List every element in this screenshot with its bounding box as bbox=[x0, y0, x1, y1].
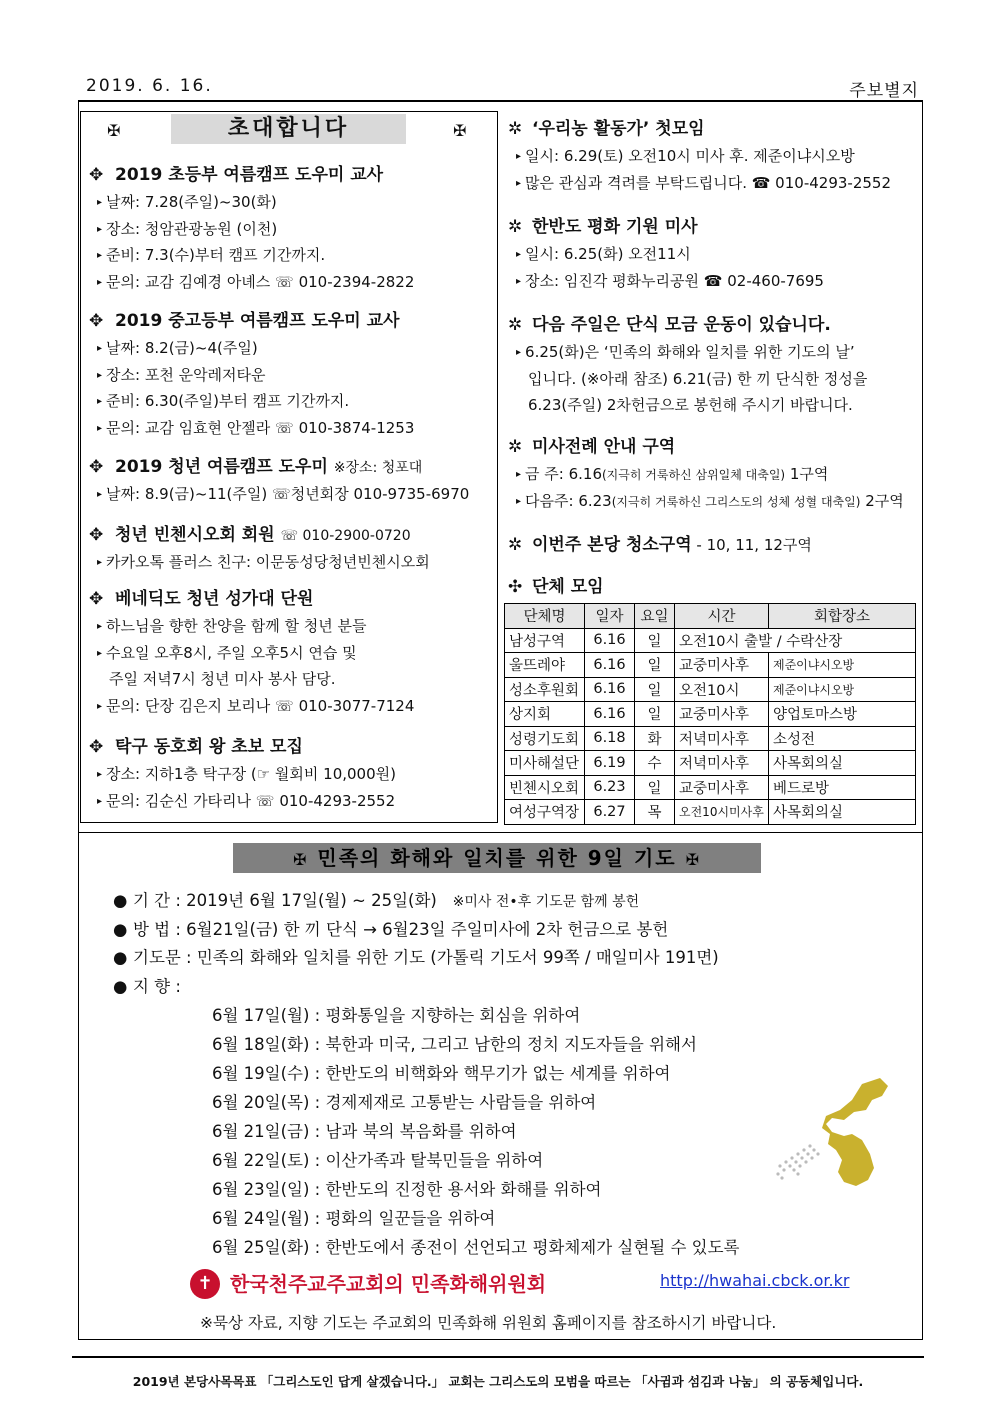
intent-item: 6월 23일(일) : 한반도의 진정한 용서와 화해를 위하여 bbox=[212, 1180, 602, 1199]
table-cell: 6.16 bbox=[585, 628, 635, 653]
table-cell: 양업토마스방 bbox=[769, 702, 916, 727]
prayer-method bbox=[113, 915, 668, 944]
table-cell: 오전10시미사후 bbox=[675, 800, 769, 825]
detail-line: 문의: 단장 김은지 보리나 ☏ 010-3077-7124 bbox=[106, 696, 415, 715]
detail-line: 1구역 bbox=[785, 465, 829, 483]
cross-icon: ✠ bbox=[685, 850, 701, 869]
prayer-method-text: 방 법 : 6월21일(금) 한 끼 단식 → 6월23일 주일미사에 2차 헌금으로 봉헌 bbox=[133, 920, 669, 939]
intent-item: 6월 21일(금) : 남과 북의 복음화를 위하여 bbox=[212, 1122, 517, 1141]
table-cell: 베드로방 bbox=[769, 775, 916, 800]
prayer-title-banner bbox=[233, 843, 761, 873]
snowflake-ornament-icon: ✲ bbox=[508, 535, 523, 555]
table-header-row bbox=[505, 604, 916, 629]
intent-item: 6월 17일(월) : 평화통일을 지향하는 회심을 위하여 bbox=[212, 1006, 581, 1025]
detail-note: (지극히 거룩하신 그리스도의 성체 성혈 대축일) bbox=[611, 494, 861, 509]
table-row bbox=[505, 677, 916, 702]
detail-line: 입니다. (※아래 참조) 6.21(금) 한 끼 단식한 정성을 bbox=[528, 369, 868, 388]
section-divider bbox=[78, 832, 923, 833]
detail-line: 하느님을 향한 찬양을 함께 할 청년 분들 bbox=[106, 617, 367, 635]
prayer-period bbox=[113, 886, 639, 915]
table-cell: 목 bbox=[635, 800, 675, 825]
column-header: 시간 bbox=[675, 604, 769, 629]
detail-line: 장소: 청암관광농원 (이천) bbox=[106, 219, 278, 238]
cross-icon: ✠ bbox=[293, 850, 309, 869]
snowflake-ornament-icon: ✲ bbox=[508, 217, 523, 237]
table-cell: 미사해설단 bbox=[505, 751, 585, 776]
intent-item: 6월 20일(목) : 경제제재로 고통받는 사람들을 위하여 bbox=[212, 1093, 597, 1112]
detail-line: 날짜: 8.2(금)~4(주일) bbox=[106, 339, 258, 357]
intent-item: 6월 24일(월) : 평화의 일꾼들을 위하여 bbox=[212, 1209, 496, 1228]
table-cell: 교중미사후 bbox=[675, 702, 769, 727]
table-cell: 사목회의실 bbox=[769, 751, 916, 776]
notice-title: ‘우리농 활동가’ 첫모임 bbox=[532, 119, 705, 139]
bulletin-date: 2019. 6. 16. bbox=[86, 76, 213, 96]
table-cell: 6.18 bbox=[585, 726, 635, 751]
cross-icon: ✠ bbox=[453, 121, 467, 140]
detail-line: 2구역 bbox=[860, 491, 904, 510]
bulletin-label: 주보별지 bbox=[849, 81, 919, 101]
prayer-note: ※묵상 자료, 지향 기도는 주교회의 민족화해 위원회 홈페이지를 참조하시기 바랍니다. bbox=[200, 1314, 777, 1332]
notice-column bbox=[502, 111, 921, 823]
section-extra: ☏ 010-2900-0720 bbox=[280, 528, 411, 544]
section-title: 청년 빈첸시오회 회원 bbox=[115, 525, 275, 545]
section-title: 2019 중고등부 여름캠프 도우미 교사 bbox=[115, 311, 400, 331]
table-cell: 울뜨레야 bbox=[505, 653, 585, 678]
cross-ornament-icon: ✥ bbox=[89, 165, 104, 185]
detail-line: 6.25(화)은 ‘민족의 화해와 일치를 위한 기도의 날’ bbox=[525, 343, 855, 361]
snowflake-ornament-icon: ✲ bbox=[508, 119, 523, 139]
intent-item: 6월 19일(수) : 한반도의 비핵화와 핵무기가 없는 세계를 위하여 bbox=[212, 1064, 671, 1083]
table-row bbox=[505, 775, 916, 800]
table-cell: 교중미사후 bbox=[675, 775, 769, 800]
detail-line: 준비: 6.30(주일)부터 캠프 기간까지. bbox=[106, 392, 350, 410]
detail-line: 장소: 임진각 평화누리공원 ☎ 02-460-7695 bbox=[525, 271, 824, 290]
table-cell: 일 bbox=[635, 775, 675, 800]
section-title: 2019 초등부 여름캠프 도우미 교사 bbox=[115, 165, 384, 185]
prayer-title: 민족의 화해와 일치를 위한 9일 기도 bbox=[317, 846, 677, 870]
snowflake-ornament-icon: ✲ bbox=[508, 437, 523, 457]
map-peninsula-shape bbox=[822, 1078, 888, 1186]
notice-fasting: ✲ 다음 주일은 단식 모금 운동이 있습니다. ▸ 6.25(화)은 ‘민족의 화해와 일치를 위한 기도의 날’ 입니다. (※아래 참조) 6.21(금) 한 끼 단식한 정성을 6.23(주일) 2차헌금으로 봉헌해 주시기 바랍니다. bbox=[508, 311, 918, 419]
table-cell: 상지회 bbox=[505, 702, 585, 727]
table-cell: 성소후원회 bbox=[505, 677, 585, 702]
invite-section-vincent: ✥ 청년 빈첸시오회 회원 ☏ 010-2900-0720 ▸ 카카오톡 플러스 친구: 이문동성당청년빈첸시오회 bbox=[89, 522, 493, 576]
table-row bbox=[505, 800, 916, 825]
section-title: 2019 청년 여름캠프 도우미 bbox=[115, 457, 328, 477]
cross-ornament-icon: ✥ bbox=[89, 311, 104, 331]
table-cell: 제준이냐시오방 bbox=[769, 677, 916, 702]
column-header: 요일 bbox=[635, 604, 675, 629]
cross-ornament-icon: ✥ bbox=[89, 589, 104, 609]
detail-line: 날짜: 8.9(금)~11(주일) ☏청년회장 010-9735-6970 bbox=[106, 485, 470, 503]
snowflake-ornament-icon: ✲ bbox=[508, 315, 523, 335]
flower-ornament-icon: ✣ bbox=[508, 577, 523, 597]
notice-cleaning bbox=[508, 531, 918, 559]
cross-ornament-icon: ✥ bbox=[89, 525, 104, 545]
prayer-period-note: ※미사 전•후 기도문 함께 봉헌 bbox=[452, 894, 640, 910]
notice-peace-mass: ✲ 한반도 평화 기원 미사 ▸ 일시: 6.25(화) 오전11시 ▸ 장소: 임진각 평화누리공원 ☎ 02-460-7695 bbox=[508, 213, 918, 294]
table-cell: 사목회의실 bbox=[769, 800, 916, 825]
table-cell: 6.16 bbox=[585, 677, 635, 702]
prayer-intent-label bbox=[113, 972, 181, 1001]
detail-line: 날짜: 7.28(주일)~30(화) bbox=[106, 193, 277, 211]
detail-line: 장소: 지하1층 탁구장 (☞ 월회비 10,000원) bbox=[106, 765, 396, 783]
notice-title: 이번주 본당 청소구역 bbox=[532, 535, 692, 555]
bullet-icon: ● bbox=[113, 948, 128, 967]
prayer-period-text: 기 간 : 2019년 6월 17일(월) ~ 25일(화) bbox=[133, 891, 437, 910]
table-cell: 화 bbox=[635, 726, 675, 751]
detail-line: 금 주: 6.16 bbox=[525, 465, 602, 483]
notice-title: 다음 주일은 단식 모금 운동이 있습니다. bbox=[532, 315, 831, 335]
table-cell: 일 bbox=[635, 653, 675, 678]
bullet-icon: ● bbox=[113, 977, 128, 996]
table-cell: 제준이냐시오방 bbox=[769, 653, 916, 678]
detail-note: (지극히 거룩하신 삼위일체 대축일) bbox=[602, 468, 786, 482]
group-meeting-table bbox=[504, 603, 916, 825]
intent-item: 6월 25일(화) : 한반도에서 종전이 선언되고 평화체제가 실현될 수 있도록 bbox=[212, 1238, 740, 1257]
korea-peninsula-map-icon bbox=[770, 1076, 900, 1191]
map-dots bbox=[776, 1144, 819, 1179]
notice-title: 한반도 평화 기원 미사 bbox=[532, 217, 698, 237]
table-row bbox=[505, 702, 916, 727]
table-cell: 6.27 bbox=[585, 800, 635, 825]
cross-ornament-icon: ✥ bbox=[89, 457, 104, 477]
notice-farm: ✲ ‘우리농 활동가’ 첫모임 ▸ 일시: 6.29(토) 오전10시 미사 후. 제준이냐시오방 ▸ 많은 관심과 격려를 부탁드립니다. ☎ 010-4293-2552 bbox=[508, 115, 918, 196]
detail-line: 장소: 포천 운악레저타운 bbox=[106, 365, 266, 384]
detail-line: 준비: 7.3(수)부터 캠프 기간까지. bbox=[106, 246, 326, 264]
table-row bbox=[505, 628, 916, 653]
table-cell: 6.16 bbox=[585, 653, 635, 678]
table-cell: 빈첸시오회 bbox=[505, 775, 585, 800]
invite-section-youth: ✥ 2019 청년 여름캠프 도우미 ※장소: 청포대 ▸ 날짜: 8.9(금)~11(주일) ☏청년회장 010-9735-6970 bbox=[89, 454, 493, 508]
table-cell: 일 bbox=[635, 677, 675, 702]
invite-section-elementary: ✥ 2019 초등부 여름캠프 도우미 교사 ▸ 날짜: 7.28(주일)~30(화) ▸ 장소: 청암관광농원 (이천) ▸ 준비: 7.3(수)부터 캠프 기간까지. ▸ 문의: 교감 김예경 아녜스 ☏ 010-2394-2822 bbox=[89, 162, 493, 295]
intent-item: 6월 18일(화) : 북한과 미국, 그리고 남한의 정치 지도자들을 위해서 bbox=[212, 1035, 697, 1054]
column-header: 단체명 bbox=[505, 604, 585, 629]
table-cell: 저녁미사후 bbox=[675, 751, 769, 776]
committee-url-link[interactable]: http://hwahai.cbck.or.kr bbox=[660, 1271, 850, 1290]
table-cell: 남성구역 bbox=[505, 628, 585, 653]
committee-name: 한국천주교주교회의 민족화해위원회 bbox=[230, 1272, 547, 1296]
prayer-text-line: 기도문 : 민족의 화해와 일치를 위한 기도 (가톨릭 기도서 99쪽 / 매일미사 191면) bbox=[133, 948, 719, 967]
detail-line: 많은 관심과 격려를 부탁드립니다. ☎ 010-4293-2552 bbox=[525, 173, 891, 192]
detail-line: 일시: 6.29(토) 오전10시 미사 후. 제준이냐시오방 bbox=[525, 147, 855, 165]
invite-title: 초대합니다 bbox=[171, 114, 406, 144]
column-header: 일자 bbox=[585, 604, 635, 629]
column-header: 회합장소 bbox=[769, 604, 916, 629]
bullet-icon: ● bbox=[113, 891, 128, 910]
table-cell: 수 bbox=[635, 751, 675, 776]
table-cell: 오전10시 bbox=[675, 677, 769, 702]
invite-section-choir: ✥ 베네딕도 청년 성가대 단원 ▸ 하느님을 향한 찬양을 함께 할 청년 분들 ▸ 수요일 오후8시, 주일 오후5시 연습 및 주일 저녁7시 청년 미사 봉사 담당. ▸ 문의: 단장 김은지 보리나 ☏ 010-3077-7124 bbox=[89, 586, 493, 719]
table-cell: 여성구역장 bbox=[505, 800, 585, 825]
page-header bbox=[78, 74, 923, 102]
detail-line: 문의: 교감 임효현 안젤라 ☏ 010-3874-1253 bbox=[106, 418, 415, 437]
notice-liturgy-zone: ✲ 미사전례 안내 구역 ▸ 금 주: 6.16(지극히 거룩하신 삼위일체 대축일) 1구역 ▸ 다음주: 6.23(지극히 거룩하신 그리스도의 성체 성혈 대축일) 2구역 bbox=[508, 433, 918, 514]
invite-section-pingpong: ✥ 탁구 동호회 왕 초보 모집 ▸ 장소: 지하1층 탁구장 (☞ 월회비 10,000원) ▸ 문의: 김순신 가타리나 ☏ 010-4293-2552 bbox=[89, 734, 493, 814]
detail-line: 문의: 교감 김예경 아녜스 ☏ 010-2394-2822 bbox=[106, 272, 415, 291]
table-cell: 소성전 bbox=[769, 726, 916, 751]
table-cell: 일 bbox=[635, 702, 675, 727]
intent-item: 6월 22일(토) : 이산가족과 탈북민들을 위하여 bbox=[212, 1151, 544, 1170]
table-row bbox=[505, 751, 916, 776]
table-cell: 6.16 bbox=[585, 702, 635, 727]
section-title: 베네딕도 청년 성가대 단원 bbox=[115, 589, 314, 609]
bullet-icon: ● bbox=[113, 920, 128, 939]
detail-line: 문의: 김순신 가타리나 ☏ 010-4293-2552 bbox=[106, 791, 396, 810]
prayer-text bbox=[113, 943, 719, 972]
detail-line: 다음주: 6.23 bbox=[525, 491, 612, 510]
table-cell: 오전10시 출발 / 수락산장 bbox=[675, 628, 916, 653]
committee-logo-icon: ✝ bbox=[190, 1269, 220, 1299]
table-cell: 6.23 bbox=[585, 775, 635, 800]
section-title: 탁구 동호회 왕 초보 모집 bbox=[115, 737, 303, 757]
detail-line: 일시: 6.25(화) 오전11시 bbox=[525, 245, 691, 263]
detail-line: 카카오톡 플러스 친구: 이문동성당청년빈첸시오회 bbox=[106, 553, 430, 571]
table-cell: 성령기도회 bbox=[505, 726, 585, 751]
table-cell: 6.19 bbox=[585, 751, 635, 776]
table-cell: 일 bbox=[635, 628, 675, 653]
footer-motto: 2019년 본당사목목표 「그리스도인 답게 살겠습니다.」 교회는 그리스도의 모범을 따르는 「사귐과 섬김과 나눔」 의 공동체입니다. bbox=[132, 1374, 864, 1389]
invite-section-middle-high: ✥ 2019 중고등부 여름캠프 도우미 교사 ▸ 날짜: 8.2(금)~4(주일) ▸ 장소: 포천 운악레저타운 ▸ 준비: 6.30(주일)부터 캠프 기간까지. ▸ 문의: 교감 임효현 안젤라 ☏ 010-3874-1253 bbox=[89, 308, 493, 441]
table-cell: 교중미사후 bbox=[675, 653, 769, 678]
notice-groups bbox=[508, 573, 918, 601]
notice-extra: - 10, 11, 12구역 bbox=[691, 536, 812, 554]
table-cell: 저녁미사후 bbox=[675, 726, 769, 751]
section-extra: ※장소: 청포대 bbox=[333, 460, 423, 476]
table-row bbox=[505, 726, 916, 751]
table-row bbox=[505, 653, 916, 678]
intent-label: 지 향 : bbox=[133, 977, 181, 996]
cross-icon: ✠ bbox=[107, 121, 121, 140]
detail-line: 수요일 오후8시, 주일 오후5시 연습 및 bbox=[106, 643, 357, 662]
footer-rule bbox=[72, 1356, 924, 1358]
invite-column bbox=[80, 111, 498, 823]
cross-ornament-icon: ✥ bbox=[89, 737, 104, 757]
notice-title: 단체 모임 bbox=[532, 577, 604, 597]
notice-title: 미사전례 안내 구역 bbox=[532, 437, 676, 457]
detail-line: 6.23(주일) 2차헌금으로 봉헌해 주시기 바랍니다. bbox=[528, 396, 853, 414]
detail-line: 주일 저녁7시 청년 미사 봉사 담당. bbox=[109, 670, 336, 688]
